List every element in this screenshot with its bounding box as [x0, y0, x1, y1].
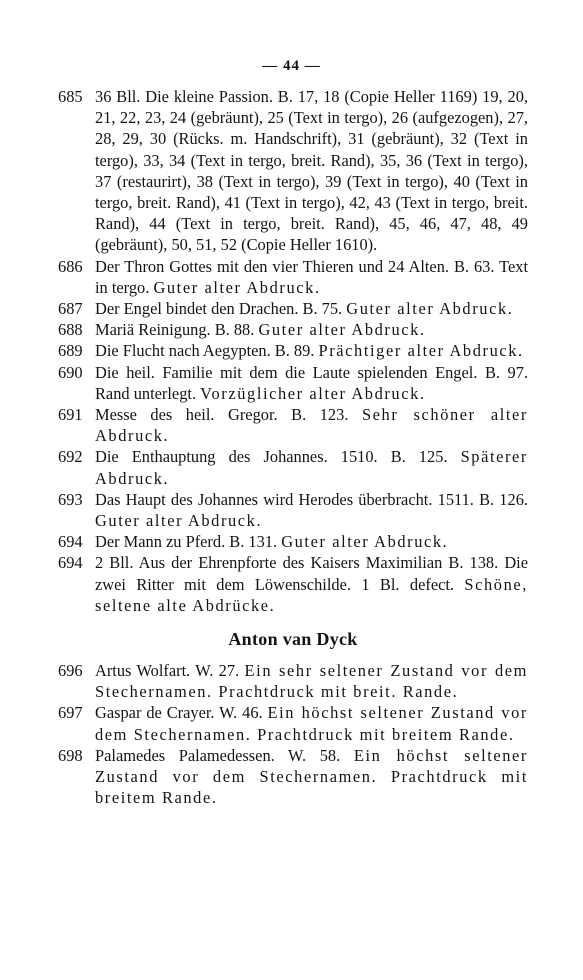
entry-condition: Späterer Abdruck.	[95, 447, 528, 488]
entry-number: 691	[58, 405, 83, 425]
entry-condition: Guter alter Abdruck.	[346, 299, 514, 319]
catalog-entry	[58, 404, 528, 446]
entry-number: 685	[58, 87, 83, 106]
entry-number: 696	[58, 661, 83, 681]
catalog-entry	[58, 319, 528, 340]
entry-number: 694	[58, 553, 83, 573]
entry-condition: Guter alter Abdruck.	[258, 320, 426, 340]
catalog-entry	[58, 660, 528, 702]
page-number: — 44 —	[262, 58, 321, 74]
catalog-content	[58, 86, 528, 809]
entry-condition: Schöne, seltene alte Abdrücke.	[95, 574, 528, 615]
entry-description: Der Engel bindet den Drachen. B. 75.	[95, 299, 343, 319]
entry-description: Die heil. Familie mit dem die Laute spielenden Engel. B. 97. Rand unterlegt.	[95, 362, 528, 403]
entry-condition: Guter alter Abdruck.	[153, 277, 321, 297]
catalog-entry	[58, 256, 528, 298]
entry-description: Der Mann zu Pferd. B. 131.	[95, 532, 278, 552]
entry-number: 698	[58, 745, 83, 765]
entry-description: Palamedes Palamedessen. W. 58.	[95, 745, 341, 765]
entry-condition: Guter alter Abdruck.	[95, 511, 263, 531]
entry-description: 2 Bll. Aus der Ehrenpforte des Kaisers Maximilian B. 138. Die zwei Ritter mit dem Löwenschilde. 1 Bl. defect.	[95, 553, 528, 594]
catalog-entry	[58, 298, 528, 319]
catalog-entry	[58, 340, 528, 361]
catalog-entry	[58, 552, 528, 616]
catalog-entry	[58, 86, 528, 256]
entry-description: 36 Bll. Die kleine Passion. B. 17, 18 (Copie Heller 1169) 19, 20, 21, 22, 23, 24 (gebräunt), 25 (Text in tergo), 26 (aufgezogen), 27, 28, 29, 30 (Rücks. m. Handschrift), 31 (gebräunt), 32 (Text in tergo), 33, 34 (Text in tergo, breit. Rand), 35, 36 (Text in tergo), 37 (restaurirt), 38 (Text in tergo), 39 (Text in tergo), 40 (Text in tergo, breit. Rand), 41 (Text in tergo), 42, 43 (Text in tergo, breit. Rand), 44 (Text in tergo, breit. Rand), 45, 46, 47, 48, 49 (gebräunt), 50, 51, 52 (Copie Heller 1610).	[95, 87, 528, 255]
entry-number: 690	[58, 362, 83, 382]
entry-description: Messe des heil. Gregor. B. 123.	[95, 405, 349, 425]
entry-description: Gaspar de Crayer. W. 46.	[95, 703, 263, 723]
catalog-entry	[58, 489, 528, 531]
entry-condition: Ein sehr seltener Zustand vor dem Stechernamen. Prachtdruck mit breit. Rande.	[95, 661, 528, 702]
entry-number: 688	[58, 320, 83, 340]
entry-number: 692	[58, 447, 83, 467]
entry-description: Die Enthauptung des Johannes. 1510. B. 125.	[95, 447, 448, 467]
entry-number: 687	[58, 299, 83, 319]
entry-description: Artus Wolfart. W. 27.	[95, 661, 240, 681]
catalog-entry	[58, 745, 528, 809]
entry-description: Das Haupt des Johannes wird Herodes überbracht. 1511. B. 126.	[95, 489, 528, 509]
section-heading: Anton van Dyck	[228, 629, 358, 650]
entry-number: 689	[58, 341, 83, 361]
entry-condition: Sehr schöner alter Abdruck.	[95, 405, 528, 446]
entry-description: Der Thron Gottes mit den vier Thieren und 24 Alten. B. 63. Text in tergo.	[95, 256, 528, 297]
catalog-list-duerer	[58, 86, 528, 616]
catalog-entry	[58, 531, 528, 552]
entry-description: Die Flucht nach Aegypten. B. 89.	[95, 341, 315, 361]
entry-number: 686	[58, 256, 83, 276]
catalog-entry	[58, 702, 528, 744]
entry-description: Mariä Reinigung. B. 88.	[95, 320, 255, 340]
entry-number: 693	[58, 489, 83, 509]
catalog-entry	[58, 362, 528, 404]
entry-number: 697	[58, 703, 83, 723]
entry-condition: Ein höchst seltener Zustand vor dem Stechernamen. Prachtdruck mit breitem Rande.	[95, 745, 528, 808]
entry-condition: Ein höchst seltener Zustand vor dem Stechernamen. Prachtdruck mit breitem Rande.	[95, 703, 528, 744]
entry-condition: Guter alter Abdruck.	[281, 532, 449, 552]
entry-number: 694	[58, 532, 83, 552]
entry-condition: Vorzüglicher alter Abdruck.	[200, 383, 426, 403]
catalog-entry	[58, 446, 528, 488]
entry-condition: Prächtiger alter Abdruck.	[318, 341, 524, 361]
catalog-list-van-dyck	[58, 660, 528, 808]
